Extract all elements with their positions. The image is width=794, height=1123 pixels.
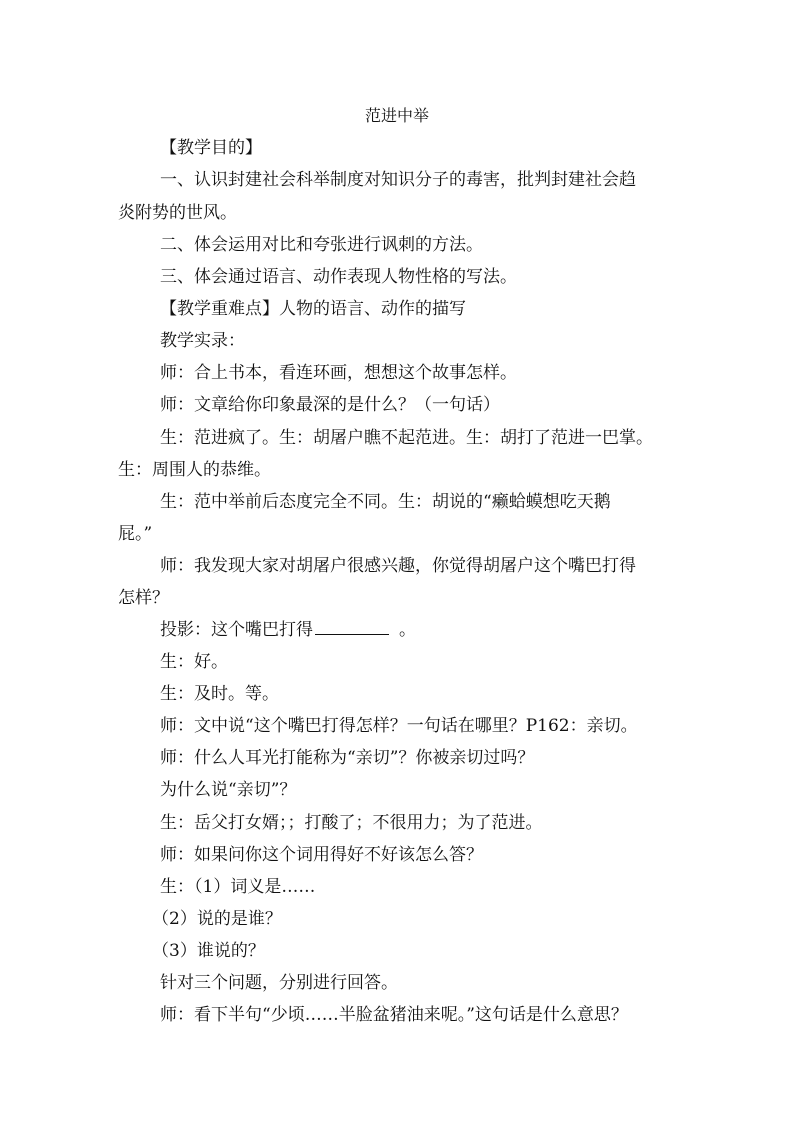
- dialogue-line: 师：文章给你印象最深的是什么？（一句话）: [160, 395, 500, 415]
- section-heading-objectives: 【教学目的】: [160, 138, 262, 158]
- objective-3: 三、体会通过语言、动作表现人物性格的写法。: [160, 267, 517, 287]
- dialogue-line: 师：什么人耳光打能称为“亲切”？你被亲切过吗？: [160, 748, 535, 768]
- teaching-record-heading: 教学实录：: [160, 331, 245, 351]
- dialogue-line: 师：合上书本，看连环画，想想这个故事怎样。: [160, 363, 517, 383]
- dialogue-line: 生：范中举前后态度完全不同。生：胡说的“癞蛤蟆想吃天鹅: [160, 492, 611, 512]
- projection-prompt: 投影：这个嘴巴打得: [160, 620, 313, 640]
- dialogue-line: 师：如果问你这个词用得好不好该怎么答？: [160, 845, 483, 865]
- dialogue-line: 针对三个问题，分别进行回答。: [160, 973, 398, 993]
- dialogue-line: 师：文中说“这个嘴巴打得怎样？一句话在哪里？P162：亲切。: [160, 716, 638, 736]
- dialogue-line: 屁。”: [118, 524, 153, 544]
- list-item: （2）说的是谁？: [152, 909, 282, 929]
- dialogue-line: 怎样？: [118, 588, 169, 608]
- dialogue-line: 生：范进疯了。生：胡屠户瞧不起范进。生：胡打了范进一巴掌。: [160, 428, 653, 448]
- objective-1-line-1: 一、认识封建社会科举制度对知识分子的毒害，批判封建社会趋: [160, 170, 636, 190]
- dialogue-line: 生：好。: [160, 652, 228, 672]
- objective-2: 二、体会运用对比和夸张进行讽刺的方法。: [160, 235, 483, 255]
- dialogue-line: 生：（1）词义是……: [160, 877, 316, 897]
- dialogue-line: 生：岳父打女婿；；打酸了；不很用力；为了范进。: [160, 813, 543, 833]
- dialogue-line: 师：看下半句“少顷……半脸盆猪油来呢。”这句话是什么意思？: [160, 1005, 628, 1025]
- section-heading-key-points: 【教学重难点】人物的语言、动作的描写: [160, 299, 466, 319]
- dialogue-line: 为什么说“亲切”？: [160, 780, 297, 800]
- dialogue-line: 师：我发现大家对胡屠户很感兴趣，你觉得胡屠户这个嘴巴打得: [160, 556, 636, 576]
- dialogue-line: 生：及时。等。: [160, 684, 279, 704]
- fill-in-blank: [315, 618, 389, 635]
- document-title: 范进中举: [364, 106, 429, 125]
- projection-line: [160, 618, 416, 642]
- projection-period: 。: [399, 620, 416, 640]
- dialogue-line: 生：周围人的恭维。: [118, 460, 271, 480]
- list-item: （3）谁说的？: [152, 941, 265, 961]
- objective-1-line-2: 炎附势的世风。: [118, 203, 237, 223]
